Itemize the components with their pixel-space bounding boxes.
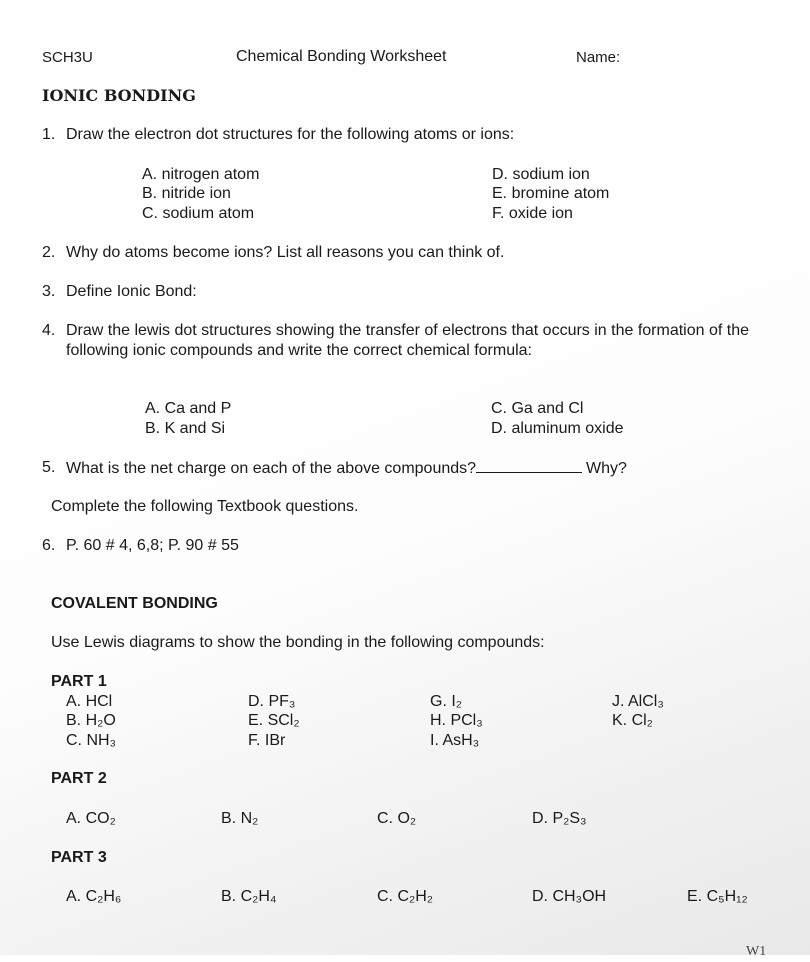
q1-item-c: C. sodium atom: [142, 205, 255, 222]
part2-item-d: D. P₂S₃: [532, 810, 587, 827]
part3-item-c: C. C₂H₂: [377, 888, 433, 905]
q4-text-line1: Draw the lewis dot structures showing the transfer of electrons that occurs in the formation of the: [66, 322, 749, 339]
ionic-bonding-heading: IONIC BONDING: [42, 86, 196, 105]
q4-number: 4.: [42, 322, 56, 339]
q6-number: 6.: [42, 537, 56, 554]
worksheet-title: Chemical Bonding Worksheet: [236, 48, 447, 65]
q5-number: 5.: [42, 459, 56, 476]
q5-question: [66, 458, 627, 479]
part2-title: PART 2: [51, 770, 107, 787]
part1-title: PART 1: [51, 673, 107, 690]
page-corner-mark: W1: [746, 944, 767, 959]
q1-item-a: A. nitrogen atom: [142, 166, 260, 183]
q2-number: 2.: [42, 244, 56, 261]
q2-text: Why do atoms become ions? List all reasons you can think of.: [66, 244, 505, 261]
q1-item-d: D. sodium ion: [492, 166, 590, 183]
part1-item-b: B. H₂O: [66, 712, 116, 729]
part1-item-a: A. HCl: [66, 693, 113, 710]
covalent-bonding-heading: COVALENT BONDING: [51, 595, 218, 612]
q3-text: Define Ionic Bond:: [66, 283, 197, 300]
course-code: SCH3U: [42, 49, 93, 66]
q4-text-line2: following ionic compounds and write the correct chemical formula:: [66, 342, 532, 359]
part1-item-g: G. I₂: [430, 693, 462, 710]
part1-item-j: J. AlCl₃: [612, 693, 664, 710]
name-label: Name:: [576, 49, 621, 66]
part1-item-f: F. IBr: [248, 732, 286, 749]
part3-item-a: A. C₂H₆: [66, 888, 122, 905]
part1-item-k: K. Cl₂: [612, 712, 653, 729]
part2-item-a: A. CO₂: [66, 810, 116, 827]
part3-title: PART 3: [51, 849, 107, 866]
part3-item-b: B. C₂H₄: [221, 888, 277, 905]
part1-item-h: H. PCl₃: [430, 712, 483, 729]
q1-text: Draw the electron dot structures for the following atoms or ions:: [66, 126, 515, 143]
q6-text: P. 60 # 4, 6,8; P. 90 # 55: [66, 537, 239, 554]
q4-item-b: B. K and Si: [145, 420, 226, 437]
q5-text: What is the net charge on each of the above compounds?: [66, 460, 477, 477]
part1-item-i: I. AsH₃: [430, 732, 480, 749]
q1-item-b: B. nitride ion: [142, 185, 231, 202]
q4-item-d: D. aluminum oxide: [491, 420, 624, 437]
q5-why: Why?: [586, 460, 627, 477]
part1-item-d: D. PF₃: [248, 693, 296, 710]
q5-answer-blank[interactable]: [476, 458, 582, 473]
q4-item-c: C. Ga and Cl: [491, 400, 584, 417]
part1-item-c: C. NH₃: [66, 732, 117, 749]
q1-item-e: E. bromine atom: [492, 185, 610, 202]
q1-item-f: F. oxide ion: [492, 205, 573, 222]
part3-item-d: D. CH₃OH: [532, 888, 607, 905]
textbook-intro: Complete the following Textbook questions.: [51, 498, 359, 515]
part3-item-e: E. C₅H₁₂: [687, 888, 748, 905]
q3-number: 3.: [42, 283, 56, 300]
part2-item-b: B. N₂: [221, 810, 259, 827]
q4-item-a: A. Ca and P: [145, 400, 232, 417]
q1-number: 1.: [42, 126, 56, 143]
part1-item-e: E. SCl₂: [248, 712, 300, 729]
part2-item-c: C. O₂: [377, 810, 417, 827]
covalent-intro: Use Lewis diagrams to show the bonding in the following compounds:: [51, 634, 545, 651]
